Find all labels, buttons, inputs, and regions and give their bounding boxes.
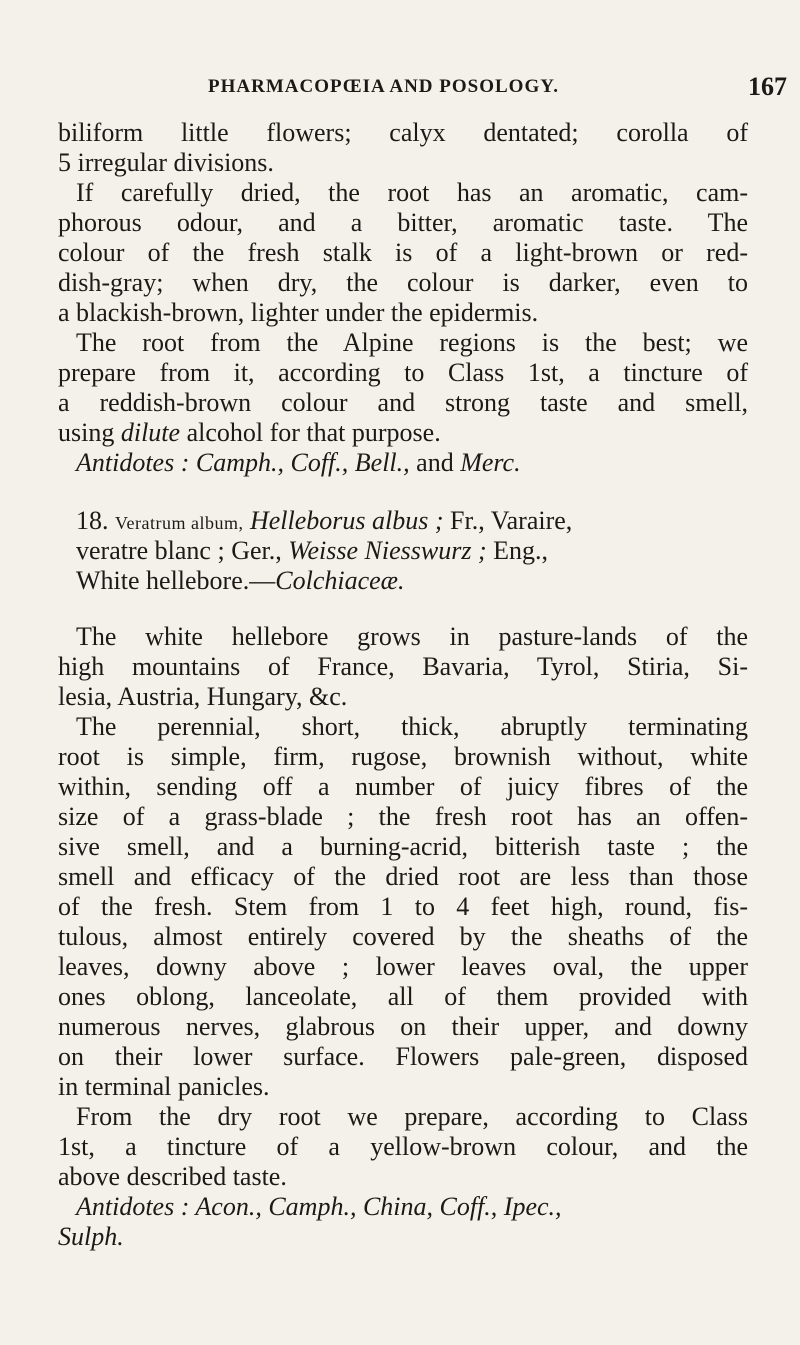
entry-number: 18. bbox=[76, 506, 109, 535]
text-line: a reddish-brown colour and strong taste and smell, bbox=[58, 388, 748, 417]
italic-term: Helleborus albus ; bbox=[249, 506, 444, 535]
text-line: The white hellebore grows in pasture-lands of the bbox=[76, 622, 748, 651]
text-run: veratre blanc ; Ger., bbox=[76, 536, 282, 565]
text-line: of the fresh. Stem from 1 to 4 feet high, round, fis- bbox=[58, 892, 748, 921]
text-line bbox=[58, 418, 748, 448]
text-line: ones oblong, lanceolate, all of them provided with bbox=[58, 982, 748, 1011]
text-run: Eng., bbox=[493, 536, 549, 565]
body-text bbox=[58, 118, 748, 1252]
spacer bbox=[58, 478, 748, 506]
text-line: If carefully dried, the root has an aromatic, cam- bbox=[76, 178, 748, 207]
entry-heading-cont bbox=[58, 566, 748, 596]
text-run: White hellebore.— bbox=[76, 566, 276, 595]
text-run: alcohol for that purpose. bbox=[186, 418, 441, 447]
text-line: tulous, almost entirely covered by the sheaths of the bbox=[58, 922, 748, 951]
text-line: From the dry root we prepare, according to Class bbox=[76, 1102, 748, 1131]
text-line: biliform little flowers; calyx dentated; corolla of bbox=[58, 118, 748, 147]
text-run: Fr., Varaire, bbox=[450, 506, 573, 535]
text-line: numerous nerves, glabrous on their upper, and downy bbox=[58, 1012, 748, 1041]
italic-term: Antidotes : Acon., Camph., China, Coff., Ipec., bbox=[76, 1192, 562, 1221]
text-line: 5 irregular divisions. bbox=[58, 148, 274, 177]
italic-term: Sulph. bbox=[58, 1222, 124, 1251]
text-line: colour of the fresh stalk is of a light-brown or red- bbox=[58, 238, 748, 267]
antidotes-line bbox=[58, 448, 748, 478]
italic-term: Merc. bbox=[460, 448, 521, 477]
text-line: on their lower surface. Flowers pale-green, disposed bbox=[58, 1042, 748, 1071]
text-line: prepare from it, according to Class 1st, a tincture of bbox=[58, 358, 748, 387]
antidotes-line-cont bbox=[58, 1222, 748, 1252]
text-line: dish-gray; when dry, the colour is darker, even to bbox=[58, 268, 748, 297]
text-line: leaves, downy above ; lower leaves oval, the upper bbox=[58, 952, 748, 981]
text-line: above described taste. bbox=[58, 1162, 287, 1191]
text-line: The root from the Alpine regions is the best; we bbox=[76, 328, 748, 357]
text-line: root is simple, firm, rugose, brownish without, white bbox=[58, 742, 748, 771]
antidotes-line bbox=[58, 1192, 748, 1222]
text-line: high mountains of France, Bavaria, Tyrol, Stiria, Si- bbox=[58, 652, 748, 681]
running-header: PHARMACOPŒIA AND POSOLOGY. bbox=[208, 76, 559, 97]
page-number: 167 bbox=[748, 72, 787, 101]
text-line: smell and efficacy of the dried root are less than those bbox=[58, 862, 748, 891]
text-line: phorous odour, and a bitter, aromatic taste. The bbox=[58, 208, 748, 237]
italic-term: dilute bbox=[120, 418, 181, 447]
text-line: size of a grass-blade ; the fresh root has an offen- bbox=[58, 802, 748, 831]
spacer bbox=[58, 596, 748, 622]
text-line: in terminal panicles. bbox=[58, 1072, 270, 1101]
text-run: using bbox=[58, 418, 115, 447]
text-line: within, sending off a number of juicy fibres of the bbox=[58, 772, 748, 801]
italic-term: Weisse Niesswurz ; bbox=[288, 536, 487, 565]
text-run: and bbox=[416, 448, 454, 477]
entry-heading-cont bbox=[58, 536, 748, 566]
italic-term: Antidotes : Camph., Coff., Bell., bbox=[76, 448, 410, 477]
text-line: 1st, a tincture of a yellow-brown colour, and the bbox=[58, 1132, 748, 1161]
text-line: sive smell, and a burning-acrid, bitterish taste ; the bbox=[58, 832, 748, 861]
latin-name: Veratrum album, bbox=[115, 513, 244, 533]
italic-term: Colchiaceæ. bbox=[275, 566, 405, 595]
entry-heading bbox=[58, 506, 748, 536]
text-line: The perennial, short, thick, abruptly terminating bbox=[76, 712, 748, 741]
text-line: a blackish-brown, lighter under the epidermis. bbox=[58, 298, 539, 327]
text-line: lesia, Austria, Hungary, &c. bbox=[58, 682, 348, 711]
